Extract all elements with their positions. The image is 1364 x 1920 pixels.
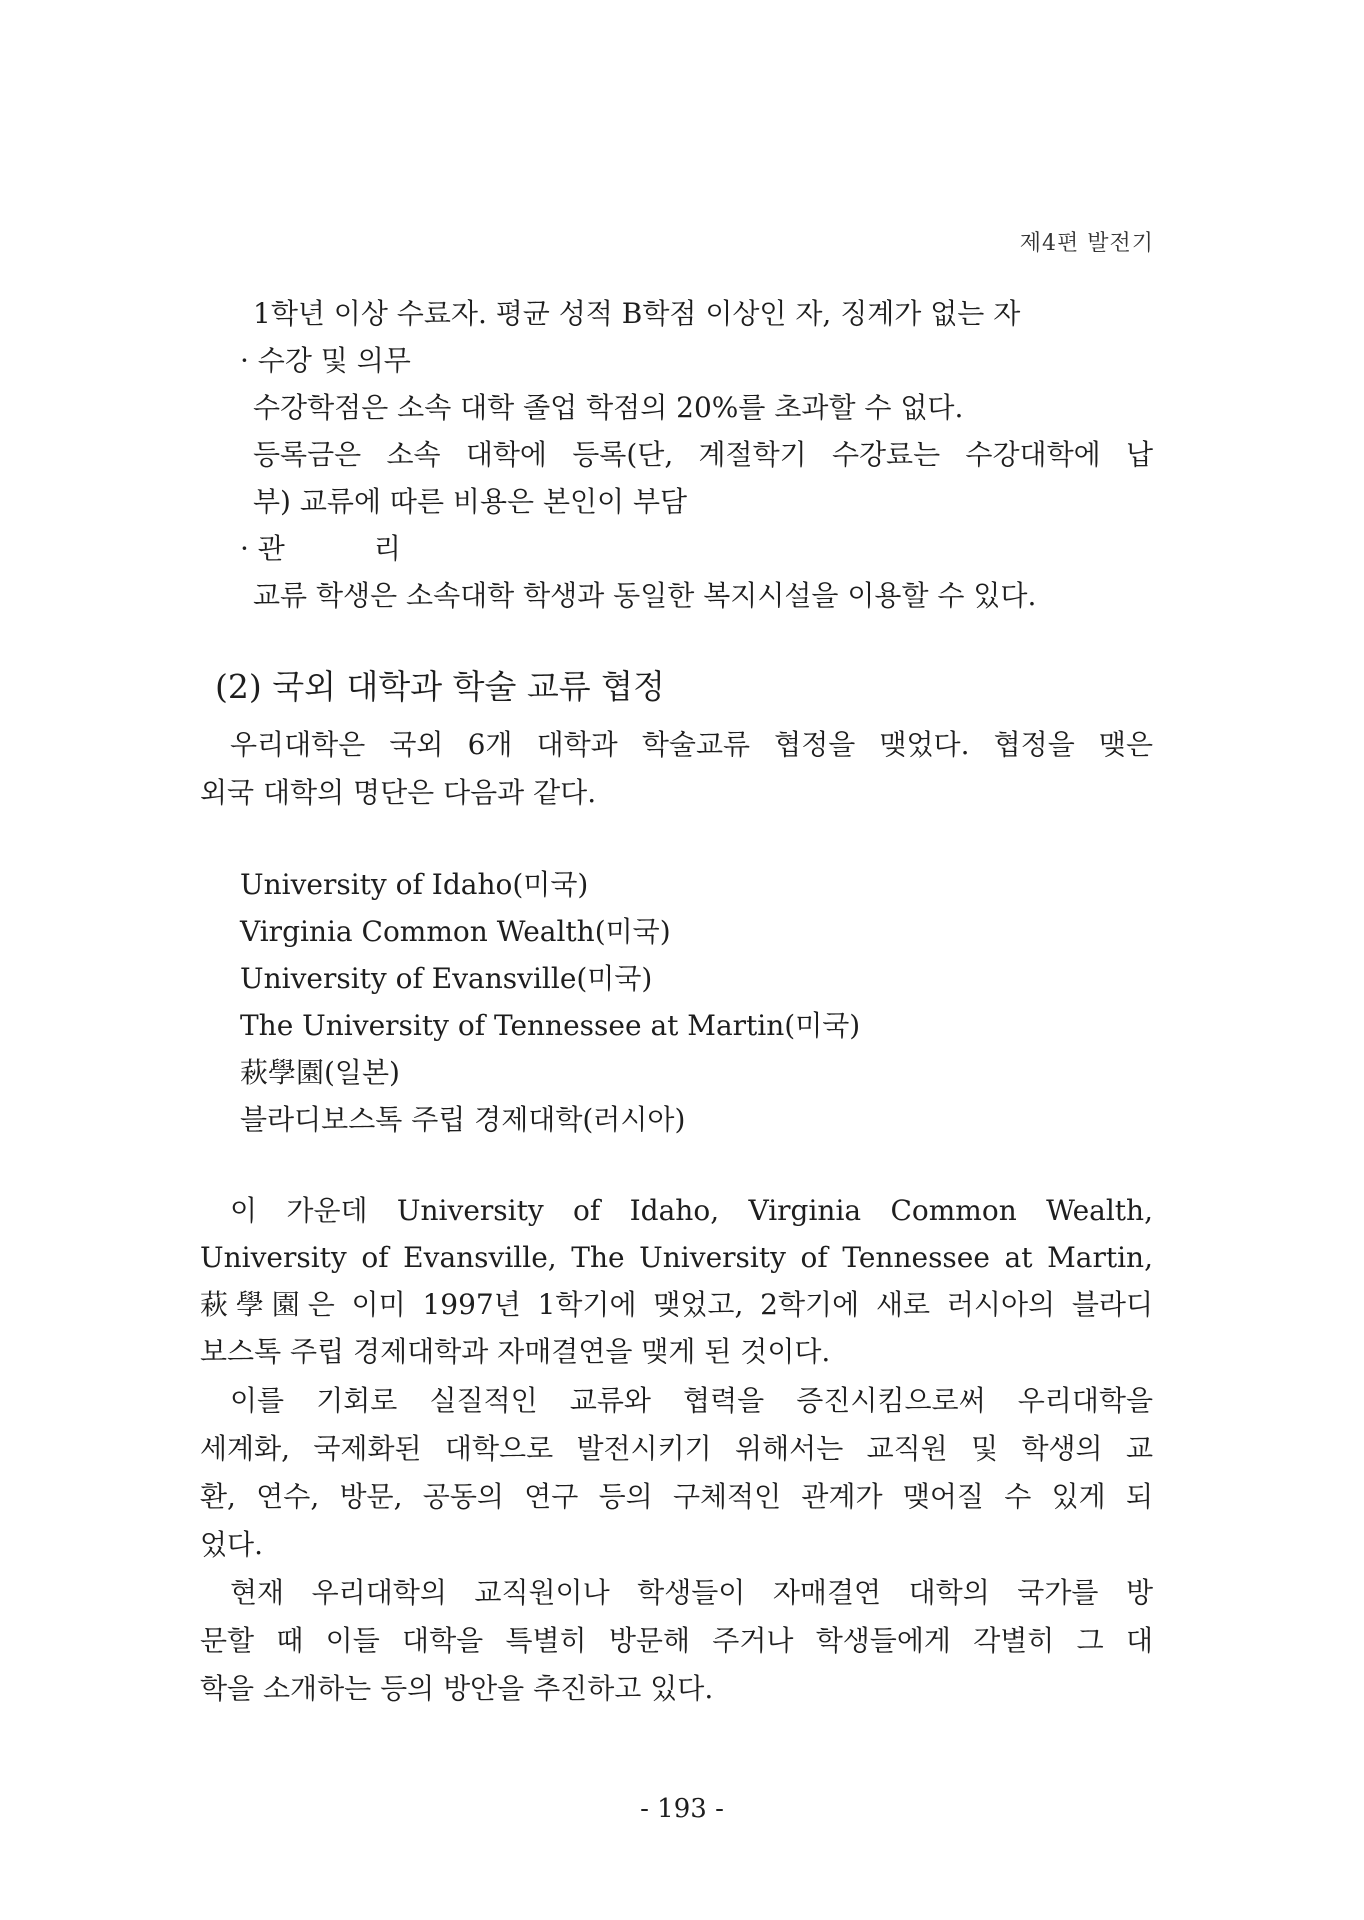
university-list-item: University of Evansville(미국) [240, 962, 653, 995]
paragraph-line: 학을 소개하는 등의 방안을 추진하고 있다. [200, 1672, 714, 1705]
university-list-item: 블라디보스톡 주립 경제대학(러시아) [240, 1103, 686, 1136]
course-line-1: 수강학점은 소속 대학 졸업 학점의 20%를 초과할 수 없다. [253, 391, 964, 424]
qualification-line: 1학년 이상 수료자. 평균 성적 B학점 이상인 자, 징계가 없는 자 [253, 297, 1021, 330]
course-heading: · 수강 및 의무 [240, 344, 411, 377]
management-heading: · 관 리 [240, 532, 401, 565]
running-header: 제4편 발전기 [1019, 231, 1154, 256]
paragraph-line: 환, 연수, 방문, 공동의 연구 등의 구체적인 관계가 맺어질 수 있게 되 [200, 1480, 1153, 1513]
university-list-item: Virginia Common Wealth(미국) [240, 915, 671, 948]
paragraph-line: 었다. [200, 1528, 263, 1561]
university-list-item: The University of Tennessee at Martin(미국) [240, 1009, 861, 1042]
paragraph-line: 이를 기회로 실질적인 교류와 협력을 증진시킴으로써 우리대학을 [230, 1384, 1153, 1417]
course-line-2: 등록금은 소속 대학에 등록(단, 계절학기 수강료는 수강대학에 납 [253, 438, 1153, 471]
intro-line-1: 우리대학은 국외 6개 대학과 학술교류 협정을 맺었다. 협정을 맺은 [230, 728, 1153, 761]
paragraph-line: 이 가운데 University of Idaho, Virginia Common Wealth, [230, 1194, 1153, 1227]
university-list-item: 萩學園(일본) [240, 1056, 400, 1089]
page-number: - 193 - [640, 1794, 724, 1824]
paragraph-line: 현재 우리대학의 교직원이나 학생들이 자매결연 대학의 국가를 방 [230, 1576, 1153, 1609]
paragraph-line: 세계화, 국제화된 대학으로 발전시키기 위해서는 교직원 및 학생의 교 [200, 1432, 1153, 1465]
management-line: 교류 학생은 소속대학 학생과 동일한 복지시설을 이용할 수 있다. [253, 579, 1037, 612]
paragraph-line: 보스톡 주립 경제대학과 자매결연을 맺게 된 것이다. [200, 1335, 831, 1368]
section-heading: (2) 국외 대학과 학술 교류 협정 [215, 667, 665, 706]
university-list-item: University of Idaho(미국) [240, 868, 589, 901]
paragraph-line: 문할 때 이들 대학을 특별히 방문해 주거나 학생들에게 각별히 그 대 [200, 1624, 1153, 1657]
paragraph-line: University of Evansville, The University of Tennessee at Martin, [200, 1241, 1153, 1274]
intro-line-2: 외국 대학의 명단은 다음과 같다. [200, 776, 597, 809]
paragraph-line: 萩學園은 이미 1997년 1학기에 맺었고, 2학기에 새로 러시아의 블라디 [200, 1288, 1153, 1321]
course-line-3: 부) 교류에 따른 비용은 본인이 부담 [253, 485, 688, 518]
